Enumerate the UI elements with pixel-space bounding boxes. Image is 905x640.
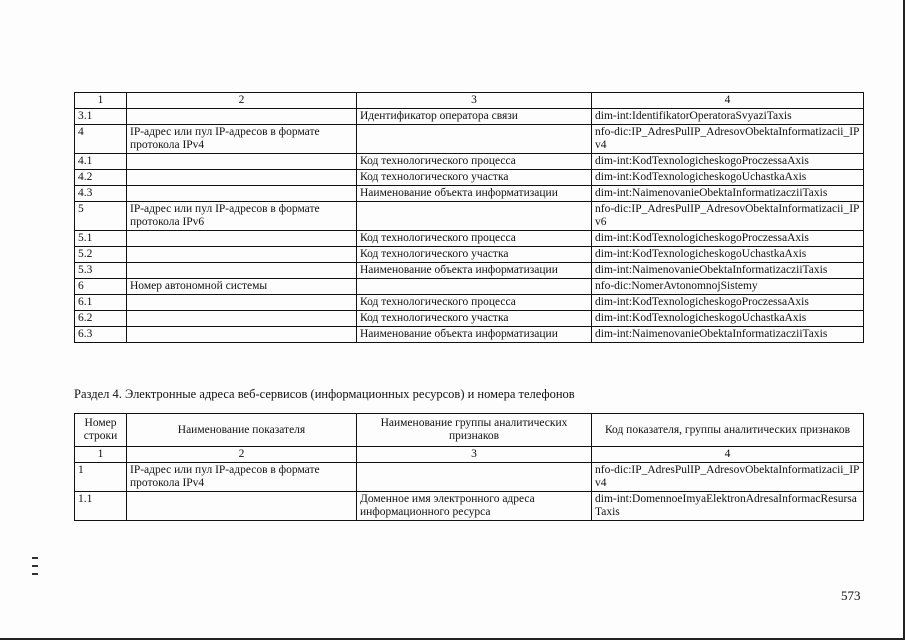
- indicator-code: nfo-dic:IP_AdresPulIP_AdresovObektaInformatizacii_IPv6: [592, 202, 864, 231]
- indicator-code: dim-int:KodTexnologicheskogoProczessaAxis: [592, 154, 864, 170]
- table-row: [75, 263, 864, 279]
- indicator-code: nfo-dic:NomerAvtonomnojSistemy: [592, 279, 864, 295]
- table-row: [75, 295, 864, 311]
- indicator-code: dim-int:KodTexnologicheskogoProczessaAxis: [592, 295, 864, 311]
- table-row: [75, 154, 864, 170]
- row-number: 4.2: [75, 170, 127, 186]
- indicator-name: [127, 263, 357, 279]
- group-name: [357, 202, 592, 231]
- group-name: Наименование объекта информатизации: [357, 327, 592, 343]
- row-number: 1.1: [75, 492, 127, 521]
- header-row-number: Номер строки: [75, 414, 127, 447]
- indicator-name: [127, 170, 357, 186]
- row-number: 4.3: [75, 186, 127, 202]
- column-number-2: 2: [127, 447, 357, 463]
- indicator-name: [127, 231, 357, 247]
- indicator-code: dim-int:DomennoeImyaElektronAdresaInformacResursaTaxis: [592, 492, 864, 521]
- table-row: [75, 279, 864, 295]
- group-name: Код технологического процесса: [357, 231, 592, 247]
- table-row: [75, 170, 864, 186]
- group-name: Наименование объекта информатизации: [357, 263, 592, 279]
- table-row: [75, 311, 864, 327]
- row-number: 5.1: [75, 231, 127, 247]
- row-number: 4: [75, 125, 127, 154]
- header-indicator-name: Наименование показателя: [127, 414, 357, 447]
- table-row: [75, 186, 864, 202]
- indicator-code: dim-int:NaimenovanieObektaInformatizacziiTaxis: [592, 327, 864, 343]
- indicator-name: [127, 186, 357, 202]
- row-number: 6.1: [75, 295, 127, 311]
- indicator-code: nfo-dic:IP_AdresPulIP_AdresovObektaInformatizacii_IPv4: [592, 463, 864, 492]
- indicator-name: Номер автономной системы: [127, 279, 357, 295]
- indicator-code: dim-int:NaimenovanieObektaInformatizacziiTaxis: [592, 186, 864, 202]
- indicator-name: IP-адрес или пул IP-адресов в формате протокола IPv4: [127, 463, 357, 492]
- row-number: 6: [75, 279, 127, 295]
- indicator-code: dim-int:NaimenovanieObektaInformatizacziiTaxis: [592, 263, 864, 279]
- column-number-4: 4: [592, 93, 864, 109]
- row-number: 1: [75, 463, 127, 492]
- group-name: Код технологического процесса: [357, 295, 592, 311]
- group-name: [357, 279, 592, 295]
- indicator-code: nfo-dic:IP_AdresPulIP_AdresovObektaInformatizacii_IPv4: [592, 125, 864, 154]
- group-name: Идентификатор оператора связи: [357, 109, 592, 125]
- group-name: Код технологического участка: [357, 311, 592, 327]
- indicator-code: dim-int:IdentifikatorOperatoraSvyaziTaxis: [592, 109, 864, 125]
- table-row: [75, 231, 864, 247]
- group-name: [357, 463, 592, 492]
- row-number: 5.3: [75, 263, 127, 279]
- row-number: 5: [75, 202, 127, 231]
- row-number: 5.2: [75, 247, 127, 263]
- indicator-name: [127, 109, 357, 125]
- indicator-name: [127, 492, 357, 521]
- row-number: 3.1: [75, 109, 127, 125]
- group-name: Код технологического участка: [357, 247, 592, 263]
- group-name: Доменное имя электронного адреса информационного ресурса: [357, 492, 592, 521]
- indicator-name: [127, 247, 357, 263]
- header-group-name: Наименование группы аналитических признаков: [357, 414, 592, 447]
- group-name: [357, 125, 592, 154]
- table-row: [75, 327, 864, 343]
- indicator-code: dim-int:KodTexnologicheskogoUchastkaAxis: [592, 311, 864, 327]
- column-number-3: 3: [357, 447, 592, 463]
- column-number-1: 1: [75, 447, 127, 463]
- web-services-table: [74, 413, 864, 521]
- indicator-name: [127, 327, 357, 343]
- indicator-code: dim-int:KodTexnologicheskogoProczessaAxis: [592, 231, 864, 247]
- indicator-code: dim-int:KodTexnologicheskogoUchastkaAxis: [592, 170, 864, 186]
- indicator-name: [127, 154, 357, 170]
- group-name: Код технологического процесса: [357, 154, 592, 170]
- table-row: [75, 492, 864, 521]
- table-row: [75, 247, 864, 263]
- table-row: [75, 463, 864, 492]
- row-number: 6.3: [75, 327, 127, 343]
- table-row: [75, 109, 864, 125]
- group-name: Наименование объекта информатизации: [357, 186, 592, 202]
- group-name: Код технологического участка: [357, 170, 592, 186]
- column-number-4: 4: [592, 447, 864, 463]
- page-number: 573: [841, 588, 861, 603]
- margin-marks: [30, 551, 44, 585]
- column-number-1: 1: [75, 93, 127, 109]
- indicator-code: dim-int:KodTexnologicheskogoUchastkaAxis: [592, 247, 864, 263]
- column-number-2: 2: [127, 93, 357, 109]
- table-row: [75, 125, 864, 154]
- row-number: 6.2: [75, 311, 127, 327]
- table-row: [75, 202, 864, 231]
- indicator-name: IP-адрес или пул IP-адресов в формате протокола IPv4: [127, 125, 357, 154]
- indicator-name: [127, 311, 357, 327]
- header-row: [75, 414, 864, 447]
- column-number-row: [75, 447, 864, 463]
- header-indicator-code: Код показателя, группы аналитических признаков: [592, 414, 864, 447]
- section-title: Раздел 4. Электронные адреса веб-сервисов (информационных ресурсов) и номера телефонов: [74, 387, 575, 401]
- indicator-name: [127, 295, 357, 311]
- row-number: 4.1: [75, 154, 127, 170]
- indicator-name: IP-адрес или пул IP-адресов в формате протокола IPv6: [127, 202, 357, 231]
- column-number-row: [75, 93, 864, 109]
- indicators-table-continued: [74, 92, 864, 343]
- column-number-3: 3: [357, 93, 592, 109]
